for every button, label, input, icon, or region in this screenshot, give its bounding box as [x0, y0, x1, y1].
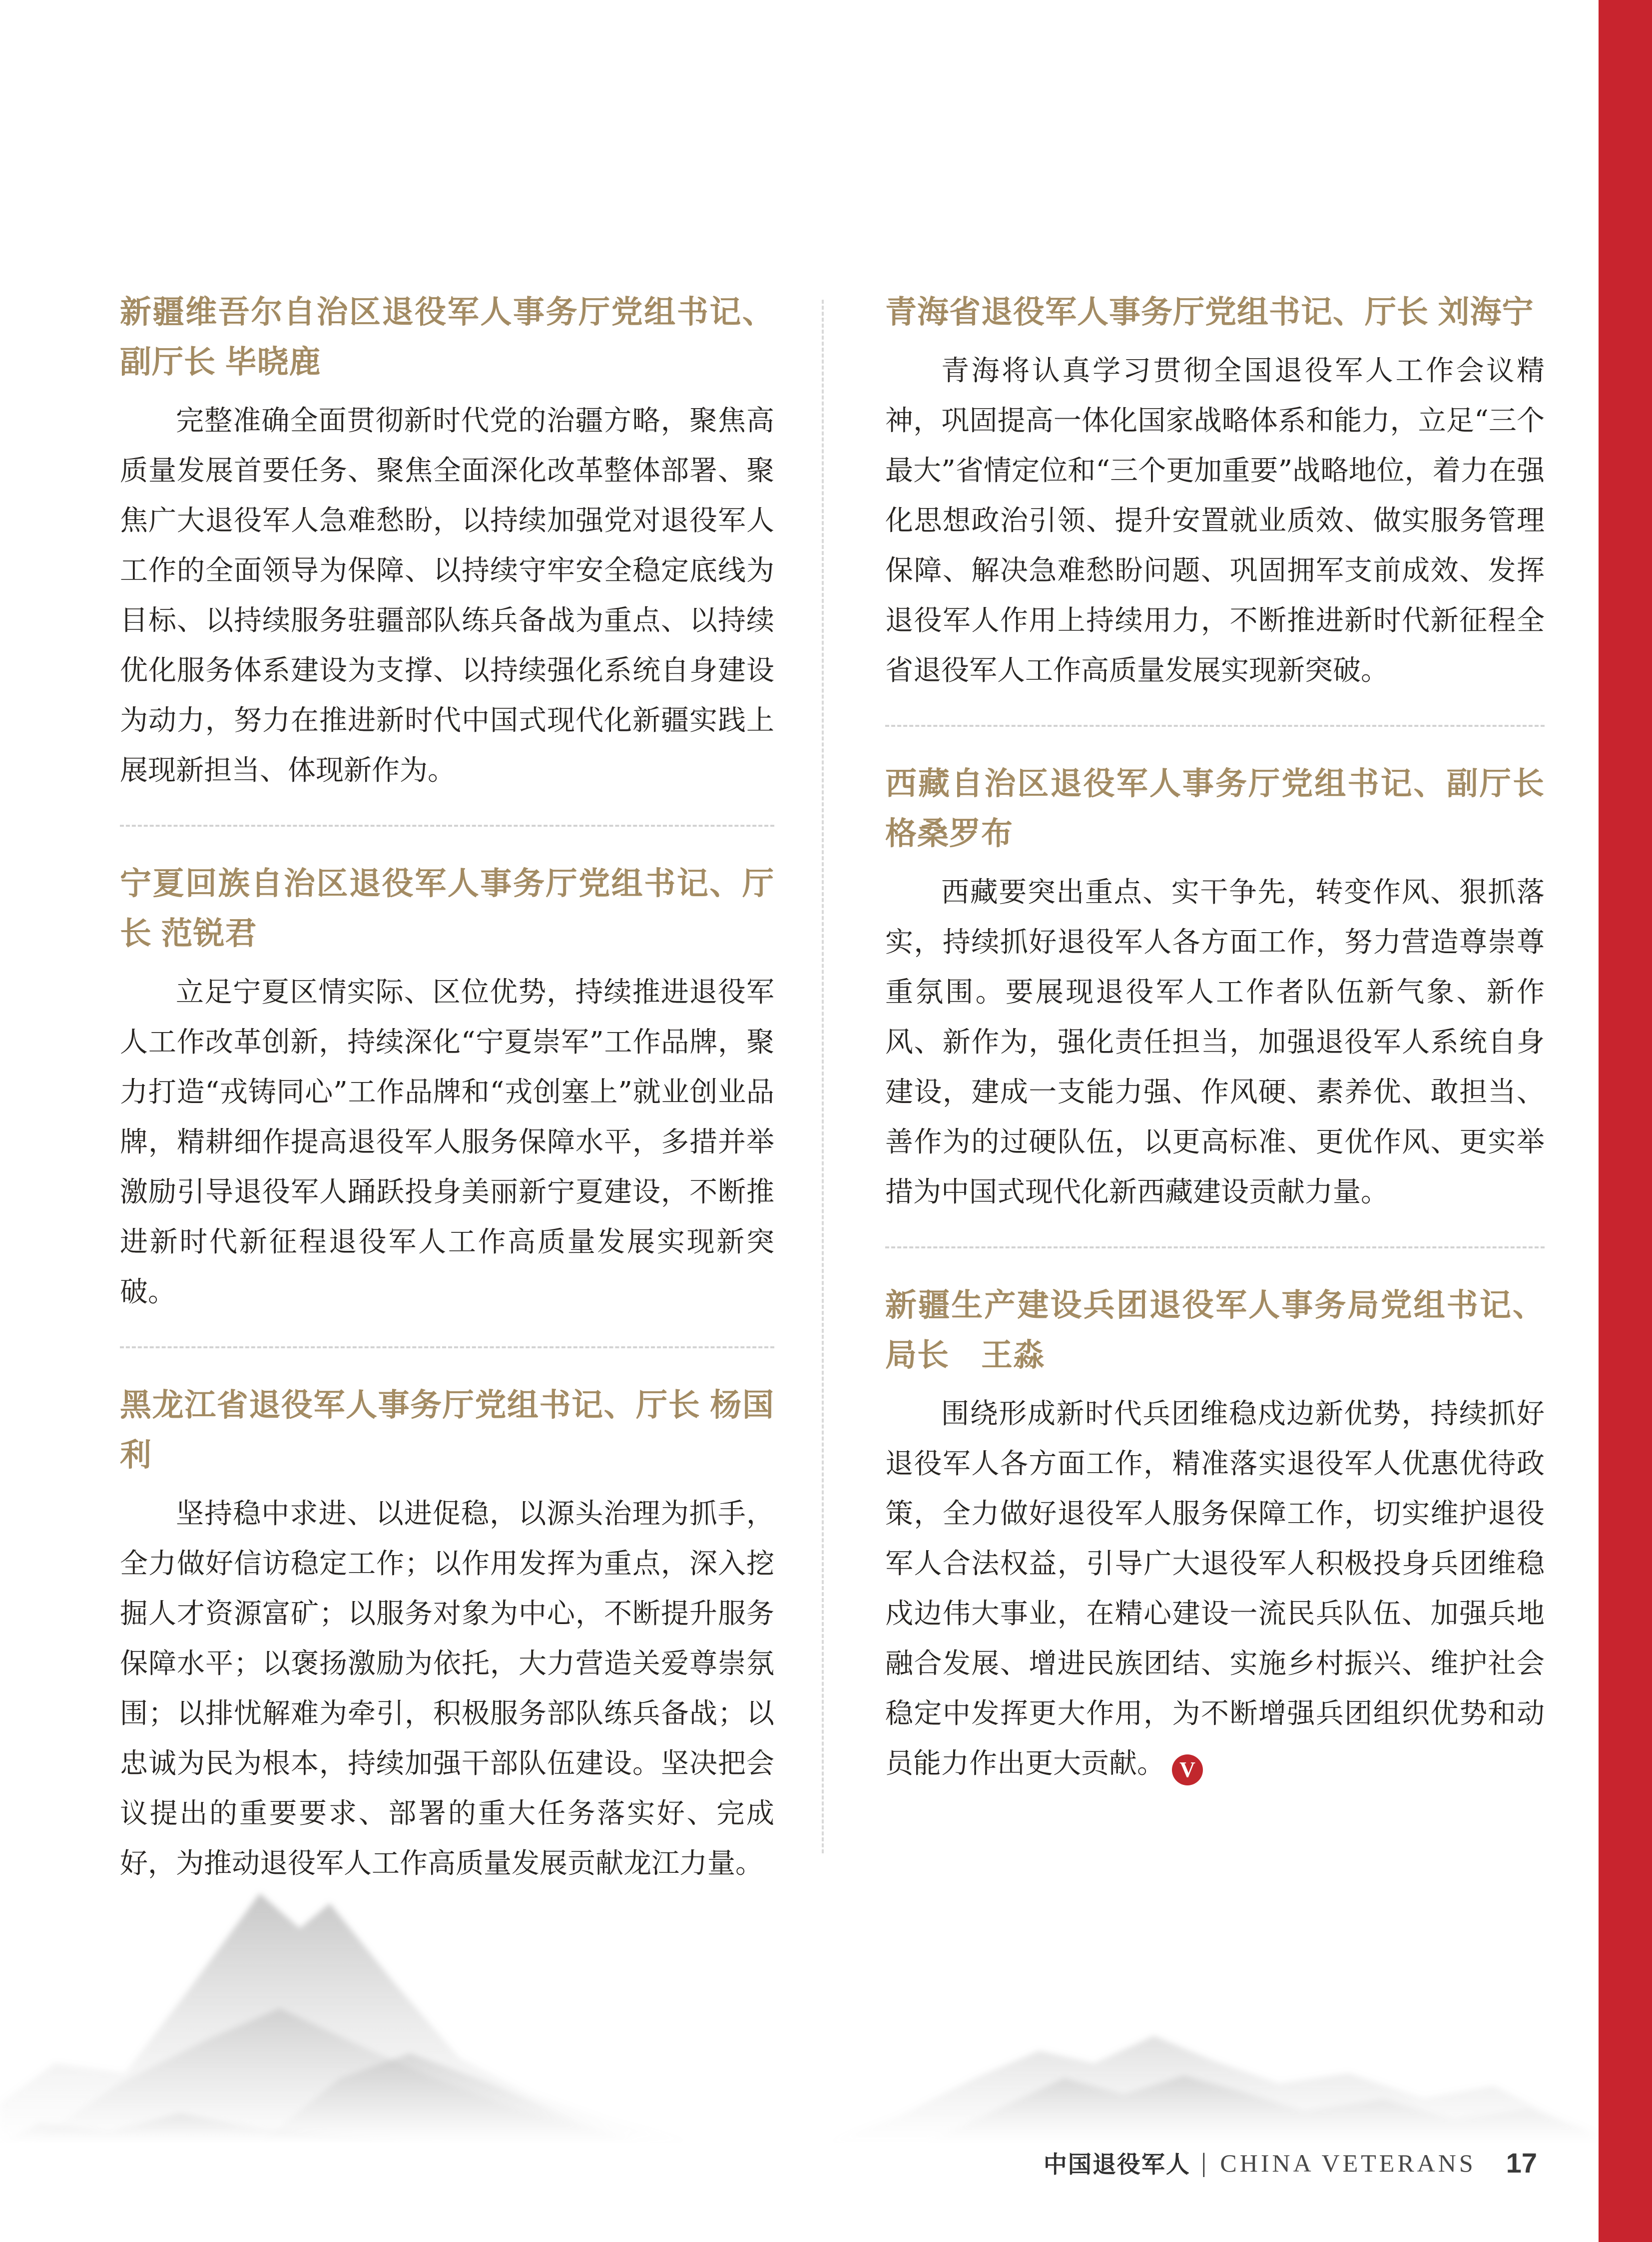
ink-mountains-watermark — [0, 1863, 1599, 2143]
section-heading: 黑龙江省退役军人事务厅党组书记、厅长 杨国利 — [120, 1388, 774, 1473]
article-section-xinjiang — [120, 287, 774, 796]
magazine-title-cn: 中国退役军人 — [1043, 2151, 1190, 2178]
page-footer — [1044, 2146, 1537, 2180]
section-body: 西藏要突出重点、实干争先，转变作风、狠抓落实，持续抓好退役军人各方面工作，努力营造尊崇尊重氛围。要展现退役军人工作者队伍新气象、新作风、新作为，强化责任担当，加强退役军人系统自身建设，建成一支能力强、作风硬、素养优、敢担当、善作为的过硬队伍，以更高标准、更优作风、更实举措为中国式现代化新西藏建设贡献力量。 — [885, 876, 1545, 1208]
section-divider — [885, 725, 1545, 727]
section-heading: 青海省退役军人事务厅党组书记、厅长 刘海宁 — [885, 295, 1534, 330]
article-section-xizang — [885, 759, 1545, 1217]
section-heading: 新疆维吾尔自治区退役军人事务厅党组书记、副厅长 毕晓鹿 — [120, 295, 774, 380]
section-body — [885, 1389, 1545, 1789]
section-body: 立足宁夏区情实际、区位优势，持续推进退役军人工作改革创新，持续深化“宁夏崇军”工作品牌，聚力打造“戎铸同心”工作品牌和“戎创塞上”就业创业品牌，精耕细作提高退役军人服务保障水平，多措并举激励引导退役军人踊跃投身美丽新宁夏建设，不断推进新时代新征程退役军人工作高质量发展实现新突破。 — [120, 976, 774, 1308]
magazine-title-en: CHINA VETERANS — [1220, 2149, 1476, 2177]
left-column — [120, 287, 774, 1889]
section-divider — [120, 825, 774, 827]
article-section-ningxia — [120, 859, 774, 1317]
section-divider — [120, 1346, 774, 1348]
section-body: 青海将认真学习贯彻全国退役军人工作会议精神，巩固提高一体化国家战略体系和能力，立足“三个最大”省情定位和“三个更加重要”战略地位，着力在强化思想政治引领、提升安置就业质效、做实服务管理保障、解决急难愁盼问题、巩固拥军支前成效、发挥退役军人作用上持续用力，不断推进新时代新征程全省退役军人工作高质量发展实现新突破。 — [885, 355, 1545, 687]
section-divider — [885, 1246, 1545, 1248]
section-body: 坚持稳中求进、以进促稳，以源头治理为抓手，全力做好信访稳定工作；以作用发挥为重点，深入挖掘人才资源富矿；以服务对象为中心，不断提升服务保障水平；以褒扬激励为依托，大力营造关爱尊崇氛围；以排忧解难为牵引，积极服务部队练兵备战；以忠诚为民为根本，持续加强干部队伍建设。坚决把会议提出的重要要求、部署的重大任务落实好、完成好，为推动退役军人工作高质量发展贡献龙江力量。 — [120, 1498, 774, 1880]
footer-separator: | — [1201, 2148, 1206, 2178]
right-column — [885, 287, 1545, 1789]
page-number: 17 — [1506, 2147, 1537, 2179]
section-body: 完整准确全面贯彻新时代党的治疆方略，聚焦高质量发展首要任务、聚焦全面深化改革整体部署、聚焦广大退役军人急难愁盼，以持续加强党对退役军人工作的全面领导为保障、以持续守牢安全稳定底线为目标、以持续服务驻疆部队练兵备战为重点、以持续优化服务体系建设为支撑、以持续强化系统自身建设为动力，努力在推进新时代中国式现代化新疆实践上展现新担当、体现新作为。 — [120, 405, 774, 787]
article-section-bingtuan — [885, 1280, 1545, 1789]
column-divider-dashed — [822, 300, 824, 1853]
section-heading: 宁夏回族自治区退役军人事务厅党组书记、厅长 范锐君 — [120, 866, 774, 951]
section-heading: 西藏自治区退役军人事务厅党组书记、副厅长 格桑罗布 — [885, 766, 1545, 851]
section-heading: 新疆生产建设兵团退役军人事务局党组书记、局长 王淼 — [885, 1288, 1545, 1373]
page-edge-red-bar — [1599, 0, 1652, 2242]
article-section-heilongjiang — [120, 1380, 774, 1889]
article-section-qinghai — [885, 287, 1545, 696]
section-body-text: 围绕形成新时代兵团维稳戍边新优势，持续抓好退役军人各方面工作，精准落实退役军人优惠优待政策，全力做好退役军人服务保障工作，切实维护退役军人合法权益，引导广大退役军人积极投身兵团维稳戍边伟大事业，在精心建设一流民兵队伍、加强兵地融合发展、增进民族团结、实施乡村振兴、维护社会稳定中发挥更大作用，为不断增强兵团组织优势和动员能力作出更大贡献。 — [885, 1398, 1545, 1780]
article-end-mark-icon: V — [1172, 1754, 1203, 1785]
